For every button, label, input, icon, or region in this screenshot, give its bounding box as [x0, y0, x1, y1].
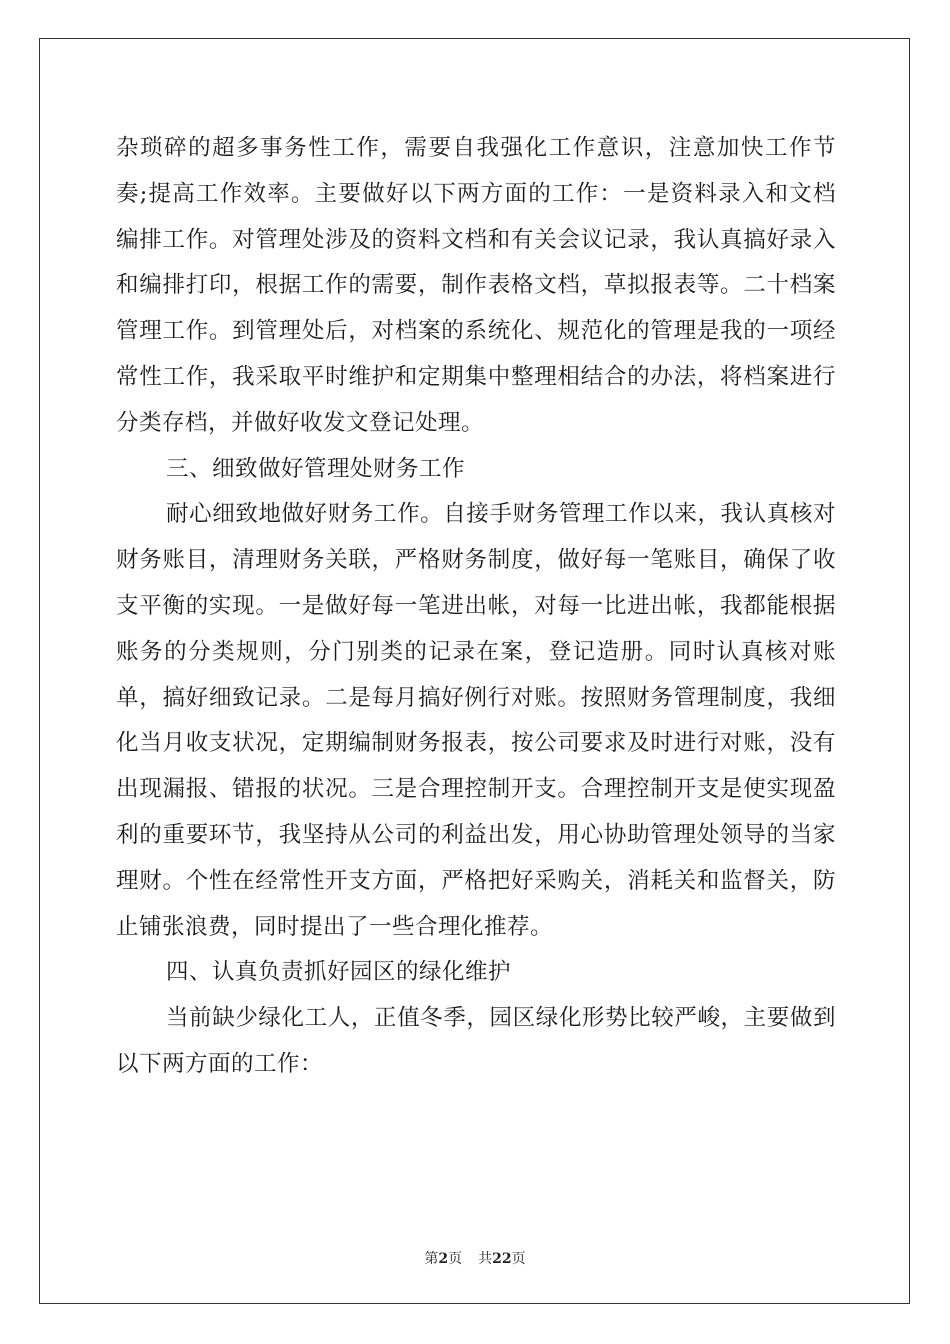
total-page-count: 22 — [492, 1251, 512, 1267]
footer-total-suffix: 页 — [511, 1251, 526, 1267]
section-heading-4: 四、认真负责抓好园区的绿化维护 — [166, 959, 512, 986]
footer-page-suffix: 页 — [448, 1251, 463, 1267]
current-page-number: 2 — [438, 1251, 449, 1267]
document-body — [116, 126, 836, 1088]
footer-prefix: 第 — [424, 1251, 439, 1267]
paragraph-greening: 当前缺少绿化工人，正值冬季，园区绿化形势比较严峻，主要做到以下两方面的工作： — [116, 1005, 836, 1077]
paragraph-finance: 耐心细致地做好财务工作。自接手财务管理工作以来，我认真核对财务账目，清理财务关联，严格财务制度，做好每一笔账目，确保了收支平衡的实现。一是做好每一笔进出帐，对每一比进出帐，我都能根据账务的分类规则，分门别类的记录在案，登记造册。同时认真核对账单，搞好细致记录。二是每月搞好例行对账。按照财务管理制度，我细化当月收支状况，定期编制财务报表，按公司要求及时进行对账，没有出现漏报、错报的状况。三是合理控制开支。合理控制开支是使实现盈利的重要环节，我坚持从公司的利益出发，用心协助管理处领导的当家理财。个性在经常性开支方面，严格把好采购关，消耗关和监督关，防止铺张浪费，同时提出了一些合理化推荐。 — [116, 501, 836, 940]
paragraph-1: 杂琐碎的超多事务性工作，需要自我强化工作意识，注意加快工作节奏;提高工作效率。主要做好以下两方面的工作：一是资料录入和文档编排工作。对管理处涉及的资料文档和有关会议记录，我认真搞好录入和编排打印，根据工作的需要，制作表格文档，草拟报表等。二十档案管理工作。到管理处后，对档案的系统化、规范化的管理是我的一项经常性工作，我采取平时维护和定期集中整理相结合的办法，将档案进行分类存档，并做好收发文登记处理。 — [116, 135, 836, 436]
footer-total-prefix: 共 — [478, 1251, 493, 1267]
page-footer — [0, 1248, 950, 1268]
section-heading-3: 三、细致做好管理处财务工作 — [166, 455, 466, 482]
